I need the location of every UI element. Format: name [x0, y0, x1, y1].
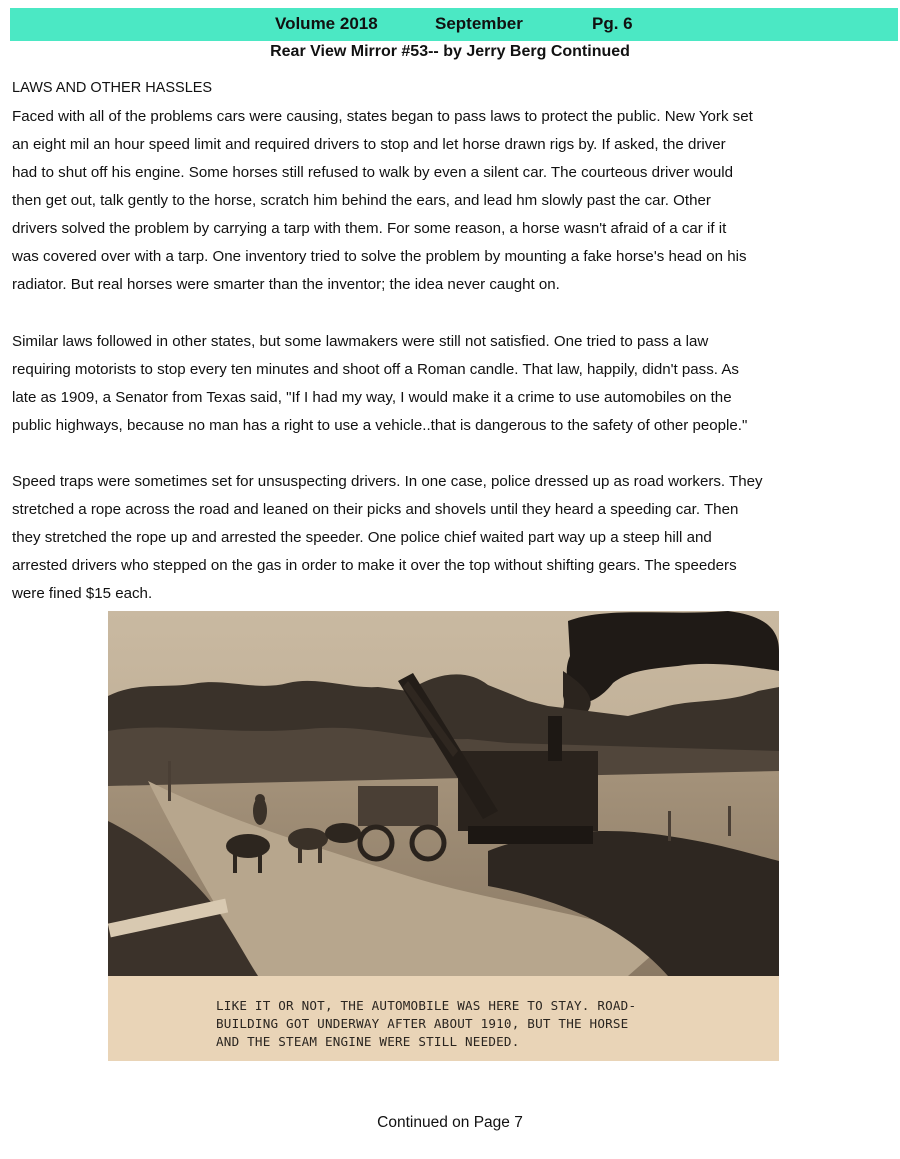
paragraph-2 — [12, 328, 900, 440]
photo-caption — [216, 997, 636, 1051]
paragraph-line: were fined $15 each. — [12, 585, 153, 602]
paragraph-line: stretched a rope across the road and leaned on their picks and shovels until they heard a speeding car. Then — [12, 501, 739, 518]
volume-label: Volume 2018 — [275, 14, 378, 33]
paragraph-line: an eight mil an hour speed limit and required drivers to stop and let horse drawn rigs by. If asked, the driver — [12, 136, 726, 153]
paragraph-line: Similar laws followed in other states, but some lawmakers were still not satisfied. One tried to pass a law — [12, 333, 709, 350]
page-number: Pg. 6 — [592, 14, 633, 33]
paragraph-line: they stretched the rope up and arrested the speeder. One police chief waited part way up a steep hill and — [12, 529, 712, 546]
paragraph-line: arrested drivers who stepped on the gas in order to make it over the top without shifting gears. The speeders — [12, 557, 737, 574]
header-bar — [10, 8, 898, 41]
caption-line: LIKE IT OR NOT, THE AUTOMOBILE WAS HERE TO STAY. ROAD- — [216, 998, 637, 1013]
paragraph-line: drivers solved the problem by carrying a tarp with them. For some reason, a horse wasn't afraid of a car if it — [12, 220, 727, 237]
paragraph-line: late as 1909, a Senator from Texas said, "If I had my way, I would make it a crime to use automobiles on the — [12, 389, 732, 406]
paragraph-line: Faced with all of the problems cars were causing, states began to pass laws to protect the public. New York set — [12, 108, 753, 125]
section-heading: LAWS AND OTHER HASSLES — [12, 80, 213, 96]
paragraph-line: public highways, because no man has a right to use a vehicle..that is dangerous to the safety of other people." — [12, 417, 748, 434]
caption-line: BUILDING GOT UNDERWAY AFTER ABOUT 1910, BUT THE HORSE — [216, 1016, 629, 1031]
article-title: Rear View Mirror #53-- by Jerry Berg Continued — [270, 43, 630, 60]
paragraph-line: Speed traps were sometimes set for unsuspecting drivers. In one case, police dressed up as road workers. They — [12, 473, 763, 490]
historic-photo-frame — [108, 611, 779, 1061]
paragraph-line: was covered over with a tarp. One inventory tried to solve the problem by mounting a fake horse's head on his — [12, 248, 747, 265]
continued-note: Continued on Page 7 — [377, 1114, 523, 1131]
paragraph-line: radiator. But real horses were smarter than the inventor; the idea never caught on. — [12, 276, 560, 293]
paragraph-line: then get out, talk gently to the horse, scratch him behind the ears, and lead hm slowly past the car. Other — [12, 192, 711, 209]
paragraph-line: requiring motorists to stop every ten minutes and shoot off a Roman candle. That law, happily, didn't pass. As — [12, 361, 739, 378]
paragraph-3 — [12, 468, 900, 608]
road-building-photo — [108, 611, 779, 976]
paragraph-line: had to shut off his engine. Some horses still refused to walk by even a silent car. The courteous driver would — [12, 164, 733, 181]
month-label: September — [435, 14, 523, 33]
paragraph-1 — [12, 103, 900, 299]
caption-line: AND THE STEAM ENGINE WERE STILL NEEDED. — [216, 1034, 520, 1049]
